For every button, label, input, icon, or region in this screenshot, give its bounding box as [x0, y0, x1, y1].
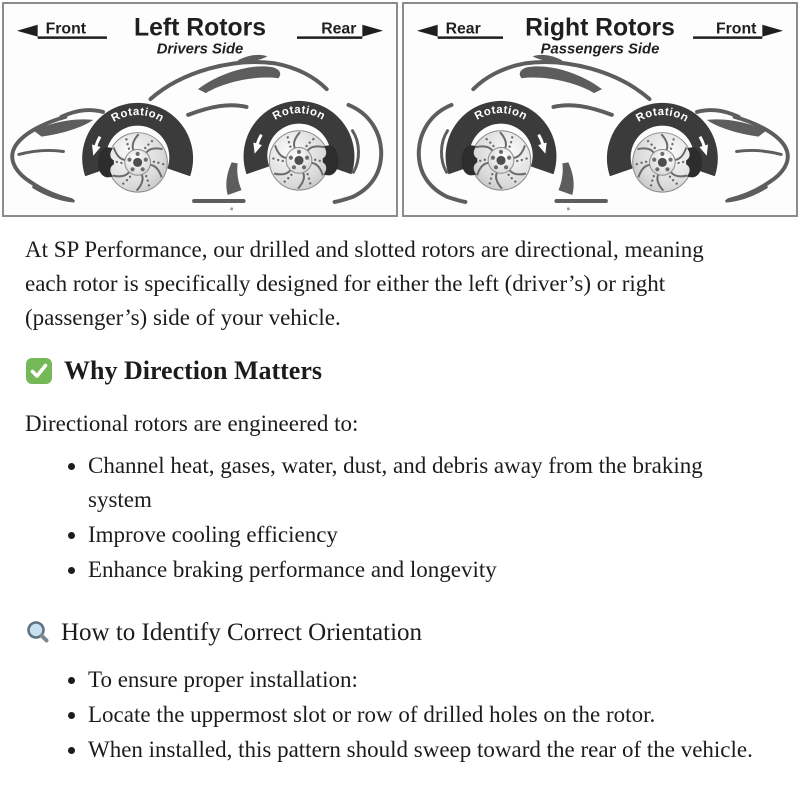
direction-label-right: Front — [715, 20, 757, 38]
right-rotors-panel — [402, 2, 798, 217]
benefits-list — [25, 449, 775, 587]
panel-subtitle: Drivers Side — [156, 41, 244, 58]
intro-paragraph: At SP Performance, our drilled and slotted rotors are directional, meaning each rotor is specifically designed for either the left (driver’s) or right (passenger’s) side of your vehicle. — [25, 236, 704, 330]
list-item: • When installed, this pattern should sweep toward the rear of the vehicle. — [88, 733, 760, 767]
rear-direction-arrow — [417, 21, 503, 38]
why-direction-matters-heading — [25, 353, 775, 389]
orientation-steps-list — [25, 663, 775, 767]
identify-orientation-heading — [25, 615, 775, 651]
heading-text: Why Direction Matters — [64, 355, 323, 385]
panel-title: Right Rotors — [525, 14, 675, 42]
direction-label-left: Front — [45, 20, 87, 38]
rotation-label: Rotation — [109, 105, 166, 125]
check-mark-icon — [25, 357, 53, 385]
rotation-label: Rotation — [472, 103, 530, 123]
rotation-label: Rotation — [634, 105, 691, 125]
rotor-direction-diagram — [0, 0, 800, 219]
magnifying-glass-icon — [25, 619, 51, 647]
heading-text: How to Identify Correct Orientation — [61, 618, 423, 646]
direction-label-left: Rear — [445, 20, 481, 38]
panel-title: Left Rotors — [134, 14, 266, 42]
rear-direction-arrow — [297, 21, 383, 38]
left-rotors-illustration — [4, 4, 396, 215]
right-rotors-illustration — [404, 4, 796, 215]
list-item: • Improve cooling efficiency — [88, 518, 760, 552]
front-direction-arrow — [693, 21, 783, 38]
left-rotors-panel — [2, 2, 398, 217]
article-body — [0, 233, 800, 782]
list-item: • Enhance braking performance and longevity — [88, 553, 760, 587]
front-direction-arrow — [17, 21, 107, 38]
list-item: • To ensure proper installation: — [88, 663, 760, 697]
rotation-label: Rotation — [270, 103, 328, 123]
list-item: • Locate the uppermost slot or row of drilled holes on the rotor. — [88, 698, 760, 732]
direction-label-right: Rear — [321, 20, 357, 38]
panel-subtitle: Passengers Side — [540, 41, 660, 58]
list-item: • Channel heat, gases, water, dust, and debris away from the braking system — [88, 449, 760, 517]
lead-paragraph: Directional rotors are engineered to: — [25, 410, 359, 436]
